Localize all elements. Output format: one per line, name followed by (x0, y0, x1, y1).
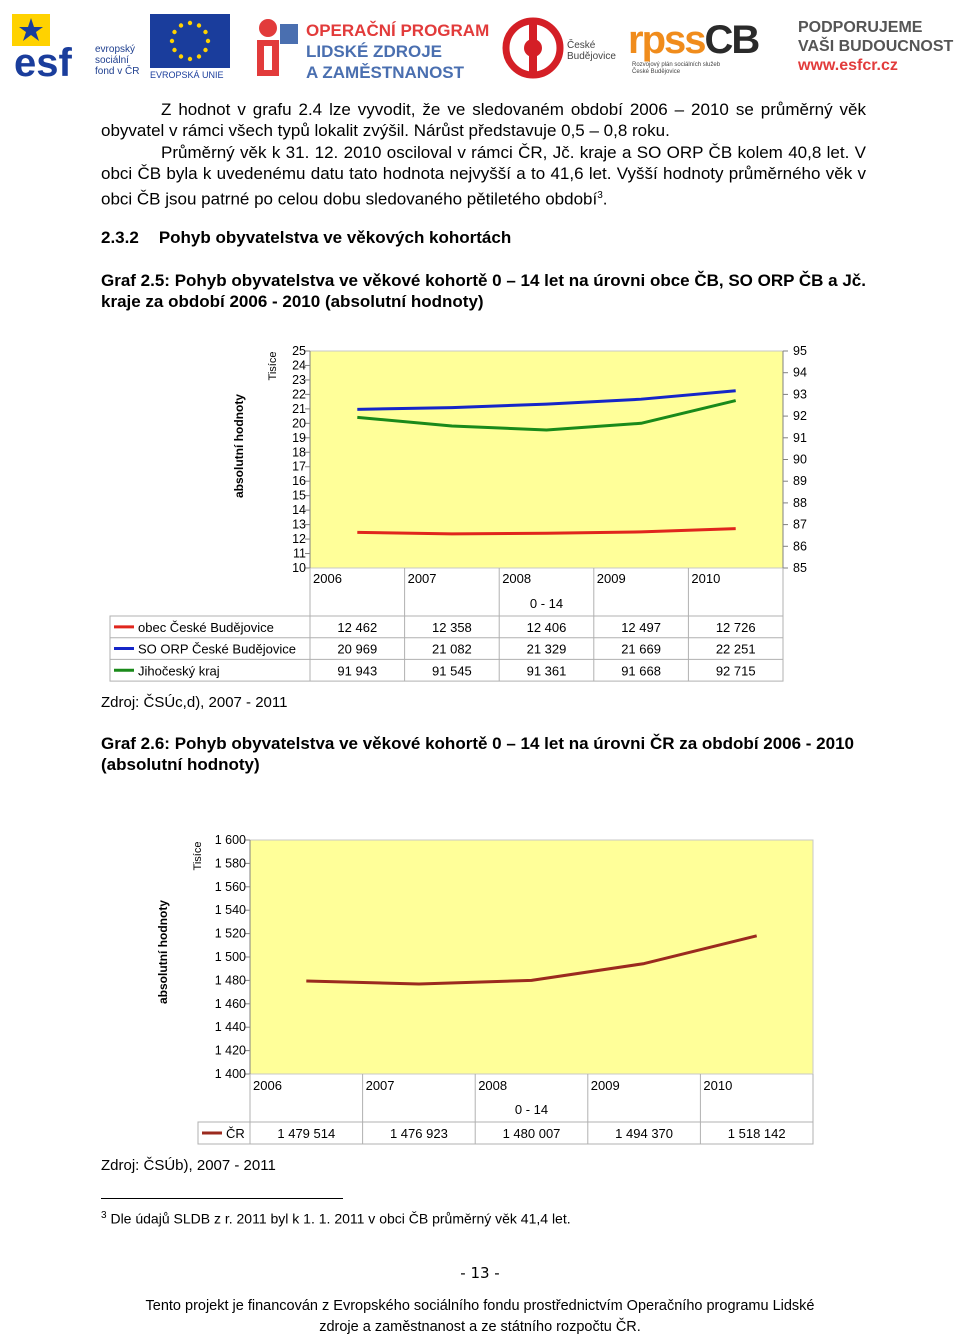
y-tick-label: 11 (293, 546, 306, 561)
x-tick-label: 2010 (703, 1078, 733, 1093)
footnote-text: Dle údajů SLDB z r. 2011 byl k 1. 1. 2011 v obci ČB průměrný věk 41,4 let. (110, 1210, 571, 1227)
data-label: 1 476 923 (389, 1126, 448, 1141)
ceske-budejovice-logo-icon (503, 16, 563, 80)
data-label: 1 479 514 (277, 1126, 336, 1141)
support-slogan (798, 18, 953, 75)
esf-logo-text: esf (14, 41, 72, 85)
x-tick-label: 2009 (590, 1078, 620, 1093)
x-tick-label: 2009 (596, 571, 626, 586)
x-axis-title: 0 - 14 (514, 1102, 549, 1117)
y2-tick-label: 86 (793, 539, 807, 554)
footnote-divider (101, 1198, 343, 1199)
paragraph-text: Průměrný věk k 31. 12. 2010 osciloval v rámci ČR, Jč. kraje a SO ORP ČB kolem 40,8 let. V obci ČB byla k uvedenému datu tato hodnota nejvyšší a to 41,6 let. Vyšší hodnoty průměrného věk v obci ČB jsou patrné po celou dobu sledovaného pětiletého období (101, 142, 866, 209)
y2-tick-label: 92 (793, 409, 807, 424)
y-tick-label: 22 (292, 387, 306, 402)
data-label: 12 462 (337, 619, 378, 635)
op-line: OPERAČNÍ PROGRAM (306, 21, 490, 40)
body-paragraphs (101, 99, 866, 210)
y-tick-label: 1 420 (214, 1043, 246, 1058)
y-axis-title: absolutní hodnoty (232, 394, 246, 498)
rpss-logo-text: rpss (628, 18, 705, 62)
y2-tick-label: 87 (793, 517, 807, 532)
data-label: 91 668 (621, 663, 661, 679)
legend-label: obec České Budějovice (138, 619, 274, 635)
footer-line: Tento projekt je financován z Evropského sociálního fondu prostřednictvím Operačního programu Lidské (145, 1298, 815, 1314)
chart-source-1: Zdroj: ČSÚc,d), 2007 - 2011 (101, 694, 288, 711)
y-unit-label: Tisíce (267, 351, 279, 381)
y-tick-label: 1 540 (214, 903, 246, 918)
footnote (101, 1210, 571, 1227)
y-tick-label: 1 560 (214, 879, 246, 894)
y-tick-label: 15 (292, 488, 306, 503)
y-tick-label: 21 (292, 401, 306, 416)
y-tick-label: 14 (292, 503, 306, 518)
chart-caption-2: Graf 2.6: Pohyb obyvatelstva ve věkové kohortě 0 – 14 let na úrovni ČR za období 2006 - 2010 (absolutní hodnoty) (101, 734, 855, 775)
section-heading (101, 228, 511, 248)
footnote-ref: 3 (597, 189, 603, 201)
op-line: A ZAMĚSTNANOST (306, 63, 465, 82)
x-tick-label: 2006 (253, 1078, 282, 1093)
legend-label: ČR (226, 1126, 245, 1141)
y2-tick-label: 88 (793, 495, 807, 510)
esf-caption-line: sociální (95, 55, 129, 66)
data-label: 12 726 (715, 619, 756, 635)
esf-caption (95, 44, 139, 77)
y-unit-label: Tisíce (192, 841, 204, 871)
chart-2-6 (150, 830, 820, 1145)
legend-label: Jihočeský kraj (138, 663, 220, 679)
y-tick-label: 25 (292, 344, 306, 358)
data-label: 91 545 (432, 663, 472, 679)
y-tick-label: 10 (292, 561, 306, 575)
data-label: 21 329 (526, 641, 567, 657)
rpss-logo (628, 18, 758, 63)
y-tick-label: 24 (292, 358, 306, 373)
y2-tick-label: 90 (793, 452, 807, 467)
y-tick-label: 20 (292, 416, 306, 431)
y-tick-label: 16 (292, 474, 306, 489)
chart-2-5 (100, 338, 807, 683)
x-tick-label: 2007 (365, 1078, 395, 1093)
y-tick-label: 19 (292, 430, 306, 445)
paragraph (101, 142, 866, 210)
y2-tick-label: 93 (793, 387, 807, 402)
esf-caption-line: fond v ČR (95, 66, 140, 77)
op-lzz-logo-icon (252, 16, 300, 80)
x-tick-label: 2010 (691, 571, 721, 586)
data-label: 21 669 (621, 641, 661, 657)
cb-caption-line: Budějovice (567, 51, 616, 62)
y-tick-label: 1 440 (214, 1020, 246, 1035)
x-tick-label: 2006 (313, 571, 342, 586)
plot-area (250, 840, 813, 1074)
data-label: 1 494 370 (615, 1126, 674, 1141)
data-label: 1 480 007 (502, 1126, 561, 1141)
x-tick-label: 2008 (478, 1078, 508, 1093)
x-axis-title: 0 - 14 (529, 596, 564, 611)
op-lzz-title (306, 20, 489, 83)
rpss-caption-line: Rozvojový plán sociálních služeb (632, 62, 721, 68)
y-tick-label: 18 (292, 445, 306, 460)
chart-caption-1: Graf 2.5: Pohyb obyvatelstva ve věkové kohortě 0 – 14 let na úrovni obce ČB, SO ORP ČB a Jč. kraje za období 2006 - 2010 (absolutní hodnoty) (101, 271, 866, 312)
y2-tick-label: 91 (793, 430, 807, 445)
page-footer (110, 1296, 850, 1338)
eu-flag-icon (150, 14, 230, 68)
data-label: 12 358 (432, 619, 472, 635)
rpss-caption-line: České Budějovice (632, 69, 681, 75)
data-label: 20 969 (337, 641, 378, 657)
esf-logo-icon (12, 14, 92, 85)
data-label: 12 497 (621, 619, 661, 635)
ceske-budejovice-caption (567, 40, 616, 62)
data-label: 92 715 (715, 663, 756, 679)
cb-caption-line: České (567, 40, 596, 51)
y-tick-label: 13 (292, 517, 306, 532)
data-label: 12 406 (526, 619, 567, 635)
data-label: 21 082 (432, 641, 472, 657)
y-tick-label: 1 580 (214, 856, 246, 871)
header-logo-bar (0, 0, 960, 95)
y2-tick-label: 94 (793, 365, 807, 380)
y2-tick-label: 89 (793, 474, 807, 489)
y-tick-label: 23 (292, 372, 306, 387)
y-axis-title: absolutní hodnoty (156, 900, 170, 1004)
data-label: 22 251 (715, 641, 756, 657)
y2-tick-label: 85 (793, 561, 807, 575)
y-tick-label: 17 (292, 459, 306, 474)
y-tick-label: 1 500 (214, 950, 246, 964)
support-line: PODPORUJEME (798, 19, 923, 36)
y-tick-label: 1 400 (214, 1067, 246, 1081)
support-url: www.esfcr.cz (798, 57, 898, 74)
x-tick-label: 2008 (502, 571, 532, 586)
plot-area (310, 351, 783, 568)
y-tick-label: 1 480 (214, 973, 246, 988)
data-label: 91 361 (526, 663, 567, 679)
y2-tick-label: 95 (793, 344, 807, 358)
rpss-caption (632, 62, 720, 76)
paragraph: Z hodnot v grafu 2.4 lze vyvodit, že ve sledovaném období 2006 – 2010 se průměrný věk obyvatel v rámci všech typů lokalit zvýšil. Nárůst představuje 0,5 – 0,8 roku. (101, 100, 866, 141)
x-tick-label: 2007 (407, 571, 437, 586)
section-number: 2.3.2 (101, 228, 139, 247)
page-number: - 13 - (460, 1264, 500, 1282)
footnote-number: 3 (101, 1210, 107, 1221)
chart-source-2: Zdroj: ČSÚb), 2007 - 2011 (101, 1157, 276, 1174)
footer-line: zdroje a zaměstnanost a ze státního rozpočtu ČR. (319, 1319, 641, 1335)
esf-caption-line: evropský (95, 44, 136, 55)
y-tick-label: 1 600 (214, 833, 246, 847)
legend-label: SO ORP České Budějovice (138, 641, 296, 657)
paragraph-end: . (602, 189, 608, 209)
rpss-logo-cb: CB (704, 18, 759, 62)
eu-caption: EVROPSKÁ UNIE (150, 70, 224, 80)
support-line: VAŠI BUDOUCNOST (798, 38, 954, 55)
y-tick-label: 1 520 (214, 926, 246, 941)
y-tick-label: 1 460 (214, 996, 246, 1011)
y-tick-label: 12 (292, 532, 306, 547)
section-title: Pohyb obyvatelstva ve věkových kohortách (158, 228, 512, 247)
data-label: 1 518 142 (727, 1126, 786, 1141)
data-label: 91 943 (337, 663, 378, 679)
op-line: LIDSKÉ ZDROJE (306, 42, 443, 61)
